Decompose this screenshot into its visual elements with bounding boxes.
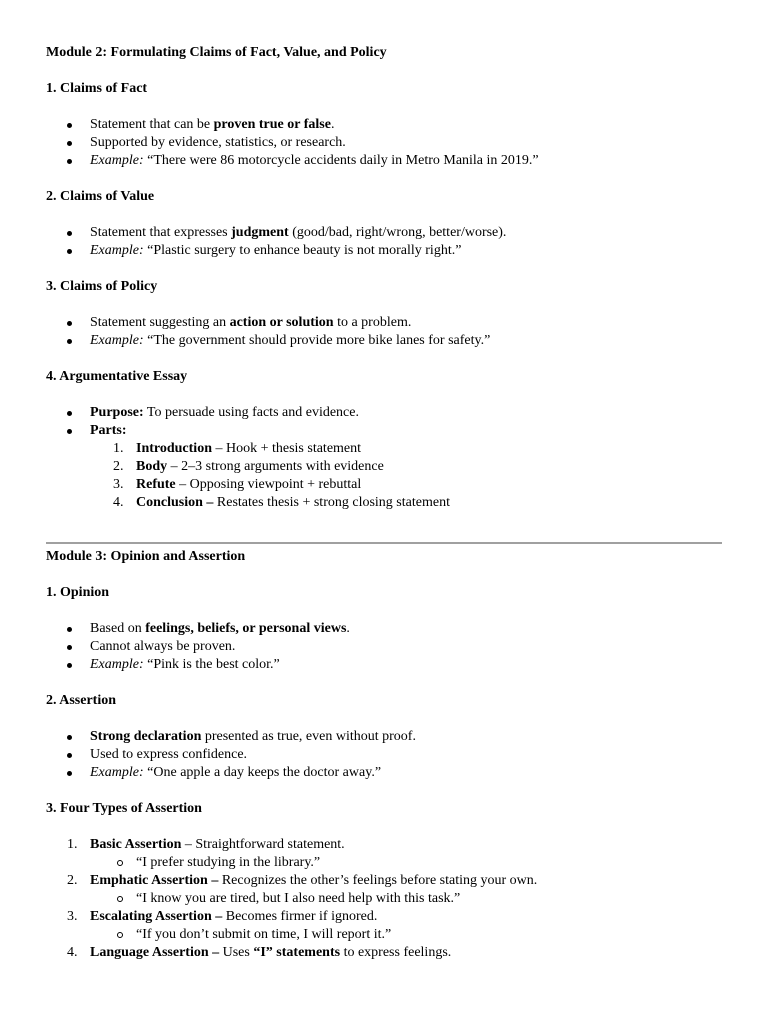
opinion-heading: 1. Opinion xyxy=(46,585,110,600)
list-item: 4. Language Assertion – Uses “I” statements to express feelings. xyxy=(67,945,452,960)
list-item: 4. Conclusion – Restates thesis + strong closing statement xyxy=(113,495,450,510)
sub-list-item: “I prefer studying in the library.” xyxy=(90,854,726,872)
list-item: Statement suggesting an action or solution to a problem. xyxy=(46,314,726,332)
module-2-title: Module 2: Formulating Claims of Fact, Value, and Policy xyxy=(46,45,387,60)
essay-parts-list xyxy=(90,440,726,512)
list-item: Statement that can be proven true or false. xyxy=(46,116,726,134)
assertion-heading: 2. Assertion xyxy=(46,693,116,708)
list-item: 2. Body – 2–3 strong arguments with evidence xyxy=(113,459,384,474)
claims-of-policy-heading: 3. Claims of Policy xyxy=(46,279,158,294)
module-2 xyxy=(46,44,726,530)
list-item: Strong declaration presented as true, even without proof. xyxy=(46,728,726,746)
list-item: Cannot always be proven. xyxy=(46,638,726,656)
list-item: Example: “There were 86 motorcycle accidents daily in Metro Manila in 2019.” xyxy=(46,152,726,170)
types-of-assertion-list xyxy=(46,836,726,962)
claims-of-fact-heading: 1. Claims of Fact xyxy=(46,81,148,96)
claims-of-value-list xyxy=(46,224,726,260)
argumentative-essay-heading: 4. Argumentative Essay xyxy=(46,369,188,384)
list-item: 3. Escalating Assertion – Becomes firmer if ignored. “If you don’t submit on time, I will report it.” xyxy=(46,908,726,944)
opinion-list xyxy=(46,620,726,674)
list-item: Supported by evidence, statistics, or research. xyxy=(46,134,726,152)
module-3-title: Module 3: Opinion and Assertion xyxy=(46,549,246,564)
list-item: Example: “Plastic surgery to enhance beauty is not morally right.” xyxy=(46,242,726,260)
list-item: 1. Introduction – Hook + thesis statement xyxy=(113,441,362,456)
list-item: Parts: 1. Introduction – Hook + thesis statement 2. Body – 2–3 strong arguments with evidence 3. Refute – Opposing viewpoint + rebuttal 4. Conclusion – Restates thesis + strong closing statement xyxy=(46,422,726,512)
list-item: Based on feelings, beliefs, or personal views. xyxy=(46,620,726,638)
claims-of-fact-list xyxy=(46,116,726,170)
list-item: Example: “One apple a day keeps the doctor away.” xyxy=(46,764,726,782)
list-item: Used to express confidence. xyxy=(46,746,726,764)
list-item: Statement that expresses judgment (good/bad, right/wrong, better/worse). xyxy=(46,224,726,242)
claims-of-value-heading: 2. Claims of Value xyxy=(46,189,155,204)
sub-list-item: “I know you are tired, but I also need help with this task.” xyxy=(90,890,726,908)
claims-of-policy-list xyxy=(46,314,726,350)
list-item: Purpose: To persuade using facts and evidence. xyxy=(46,404,726,422)
horizontal-divider xyxy=(46,542,722,544)
sub-list-item: “If you don’t submit on time, I will report it.” xyxy=(90,926,726,944)
list-item: Example: “The government should provide more bike lanes for safety.” xyxy=(46,332,726,350)
assertion-list xyxy=(46,728,726,782)
list-item: Example: “Pink is the best color.” xyxy=(46,656,726,674)
list-item: 3. Refute – Opposing viewpoint + rebuttal xyxy=(113,477,362,492)
module-3 xyxy=(46,548,726,980)
list-item: 2. Emphatic Assertion – Recognizes the other’s feelings before stating your own. “I know you are tired, but I also need help with this task.” xyxy=(46,872,726,908)
types-of-assertion-heading: 3. Four Types of Assertion xyxy=(46,801,202,816)
list-item: 1. Basic Assertion – Straightforward statement. “I prefer studying in the library.” xyxy=(46,836,726,872)
argumentative-essay-list xyxy=(46,404,726,512)
